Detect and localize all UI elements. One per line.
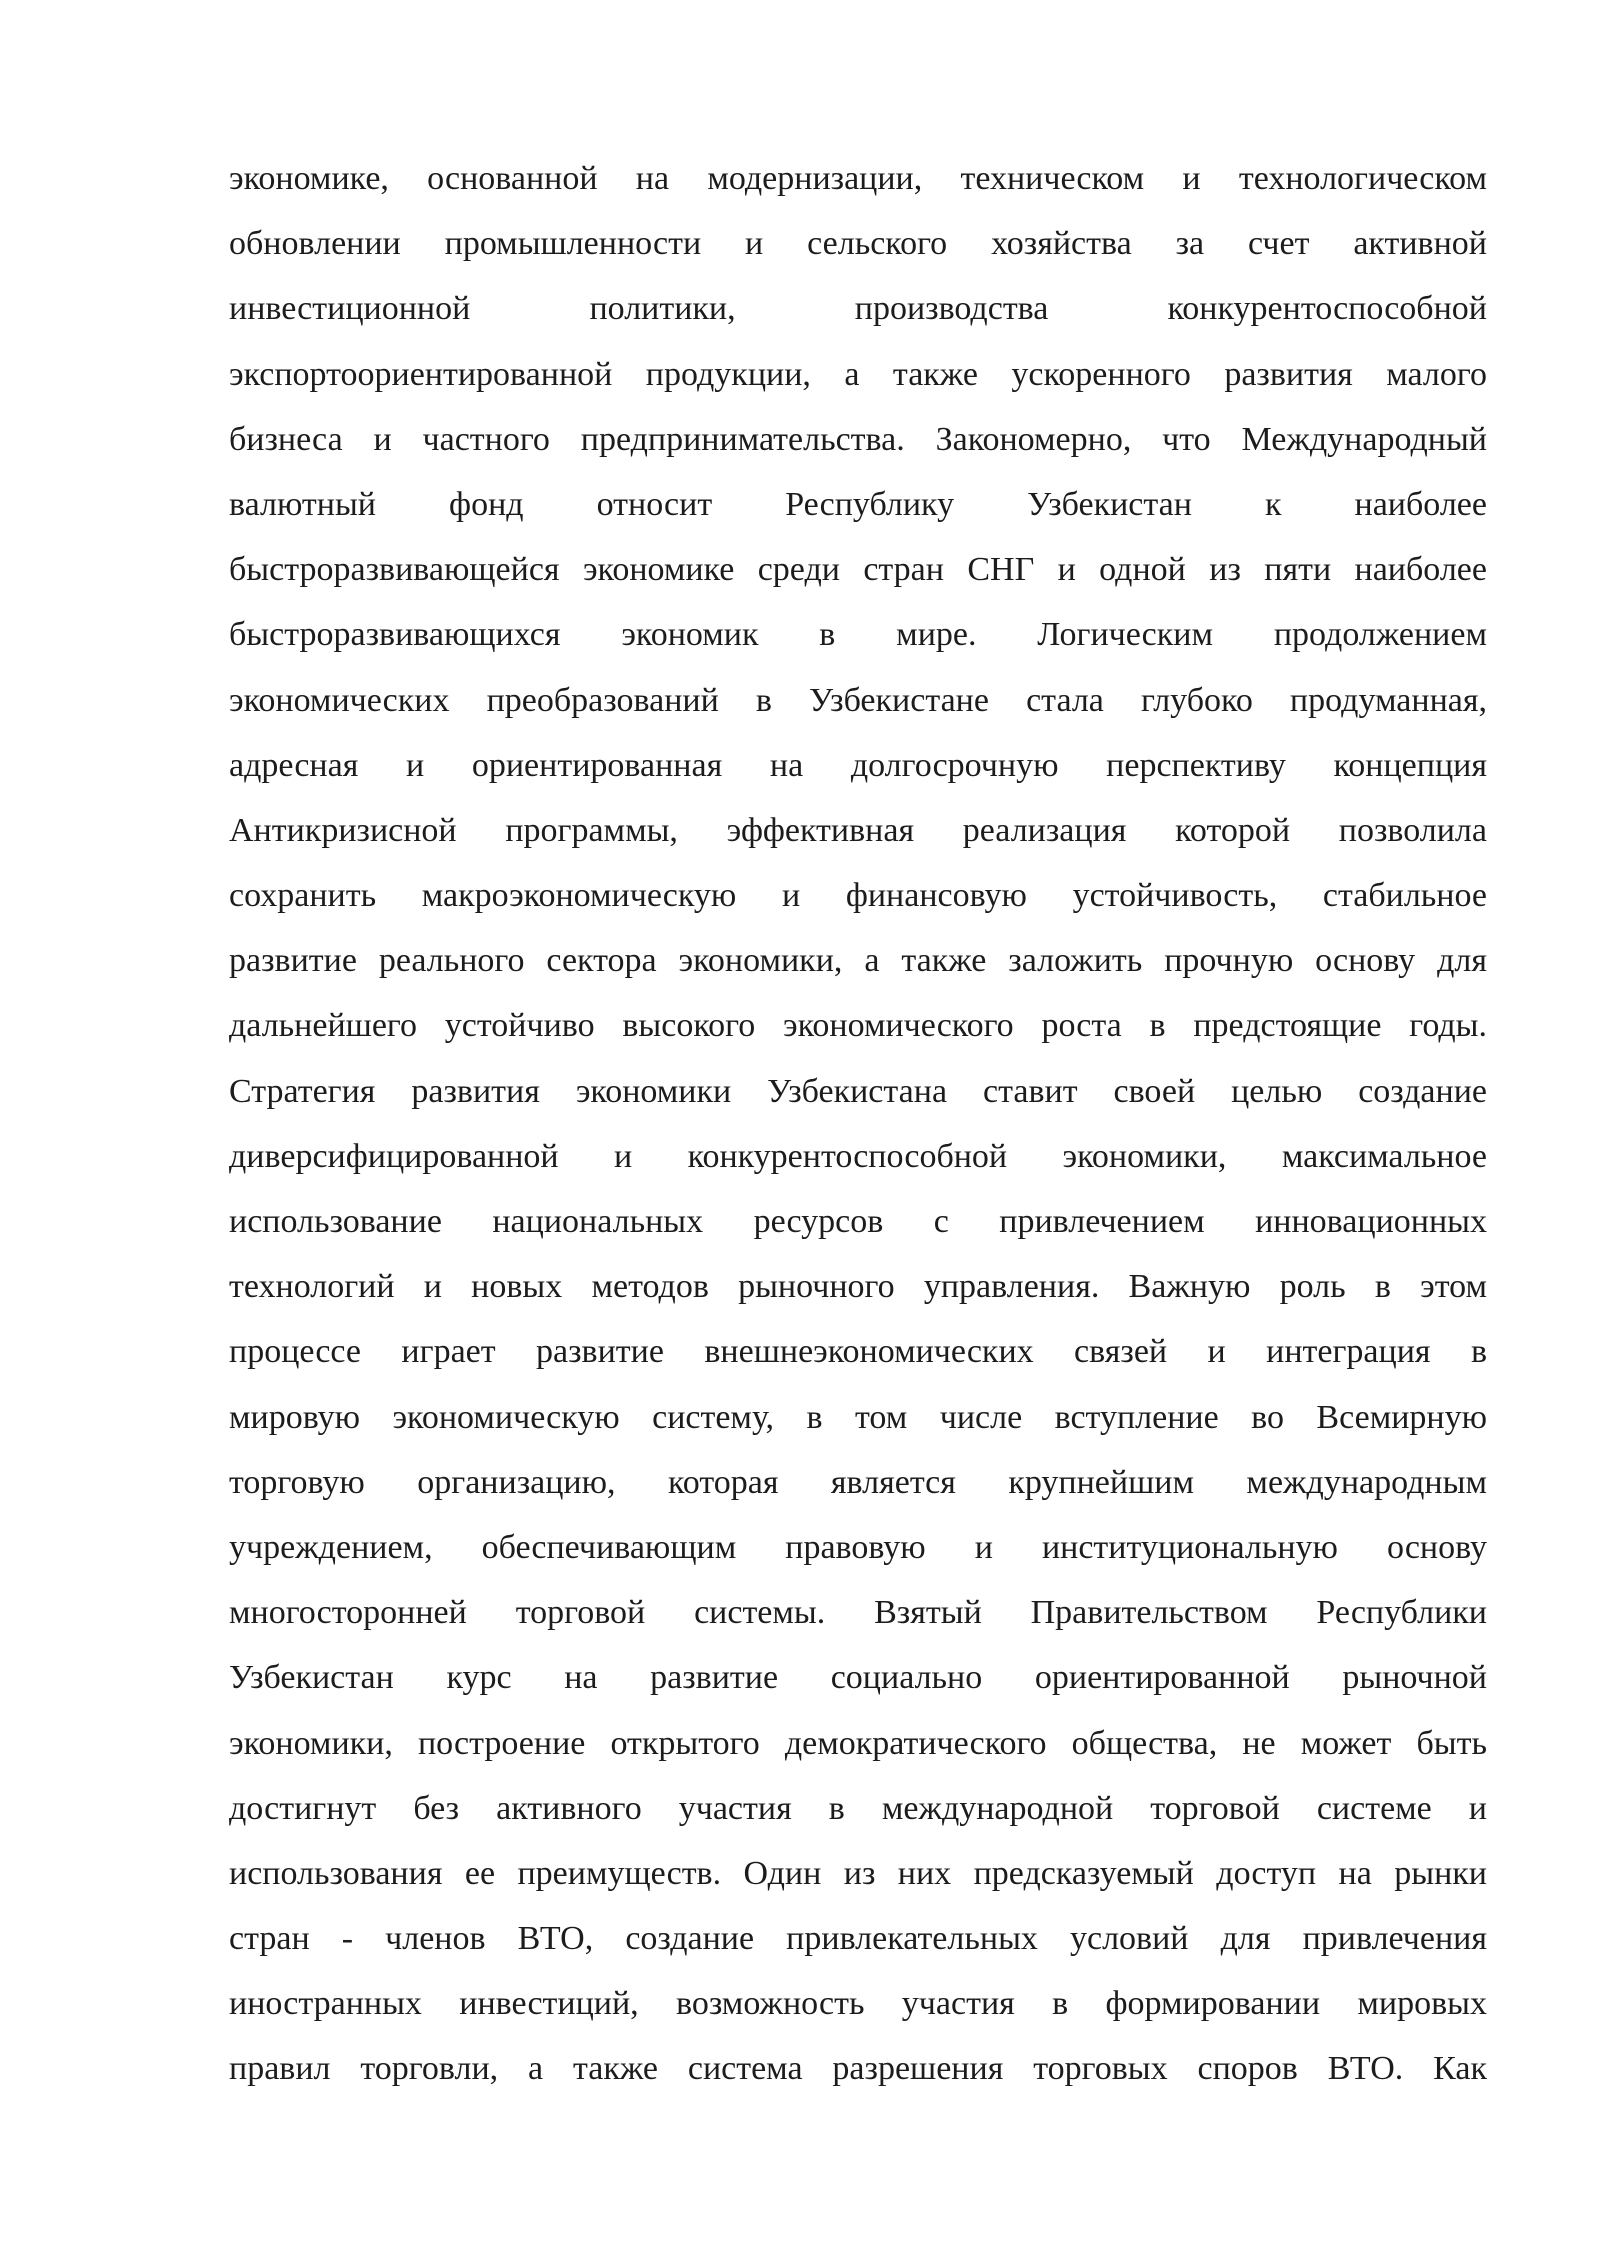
text-line: адресная и ориентированная на долгосрочную перспективу концепция bbox=[229, 746, 1487, 784]
text-line: инвестиционной политики, производства конкурентоспособной bbox=[229, 290, 1487, 328]
text-line: экономических преобразований в Узбекистане стала глубоко продуманная, bbox=[229, 681, 1487, 719]
text-line: сохранить макроэкономическую и финансовую устойчивость, стабильное bbox=[229, 877, 1487, 915]
text-line: экспортоориентированной продукции, а также ускоренного развития малого bbox=[229, 355, 1487, 393]
body-text bbox=[229, 146, 1487, 2102]
text-line: использования ее преимуществ. Один из них предсказуемый доступ на рынки bbox=[229, 1854, 1487, 1892]
text-line: валютный фонд относит Республику Узбекистан к наиболее bbox=[229, 485, 1487, 523]
text-line: технологий и новых методов рыночного управления. Важную роль в этом bbox=[229, 1268, 1487, 1306]
text-line: экономике, основанной на модернизации, техническом и технологическом bbox=[229, 160, 1487, 197]
text-line: диверсифицированной и конкурентоспособной экономики, максимальное bbox=[229, 1137, 1487, 1175]
text-line: использование национальных ресурсов с привлечением инновационных bbox=[229, 1203, 1487, 1240]
text-line: развитие реального сектора экономики, а также заложить прочную основу для bbox=[229, 942, 1487, 980]
text-line: экономики, построение открытого демократического общества, не может быть bbox=[229, 1724, 1487, 1762]
text-line: Антикризисной программы, эффективная реализация которой позволила bbox=[229, 811, 1487, 849]
text-line: бизнеса и частного предпринимательства. Закономерно, что Международный bbox=[229, 420, 1487, 458]
text-line: Узбекистан курс на развитие социально ориентированной рыночной bbox=[229, 1659, 1487, 1697]
text-line: обновлении промышленности и сельского хозяйства за счет активной bbox=[229, 225, 1487, 263]
text-line: достигнут без активного участия в международной торговой системе и bbox=[229, 1789, 1487, 1827]
text-line: многосторонней торговой системы. Взятый Правительством Республики bbox=[229, 1594, 1487, 1632]
text-line: правил торговли, а также система разрешения торговых споров ВТО. Как bbox=[229, 2050, 1487, 2088]
text-line: торговую организацию, которая является крупнейшим международным bbox=[229, 1463, 1487, 1501]
text-line: быстроразвивающейся экономике среди стран СНГ и одной из пяти наиболее bbox=[229, 551, 1487, 589]
text-line: мировую экономическую систему, в том числе вступление во Всемирную bbox=[229, 1398, 1487, 1436]
text-line: учреждением, обеспечивающим правовую и институциональную основу bbox=[229, 1528, 1487, 1566]
text-line: Стратегия развития экономики Узбекистана ставит своей целью создание bbox=[229, 1072, 1487, 1110]
text-line: быстроразвивающихся экономик в мире. Логическим продолжением bbox=[229, 616, 1487, 654]
text-line: стран - членов ВТО, создание привлекательных условий для привлечения bbox=[229, 1920, 1487, 1958]
text-line: иностранных инвестиций, возможность участия в формировании мировых bbox=[229, 1985, 1487, 2023]
text-line: дальнейшего устойчиво высокого экономического роста в предстоящие годы. bbox=[229, 1007, 1487, 1045]
text-line: процессе играет развитие внешнеэкономических связей и интеграция в bbox=[229, 1333, 1487, 1371]
